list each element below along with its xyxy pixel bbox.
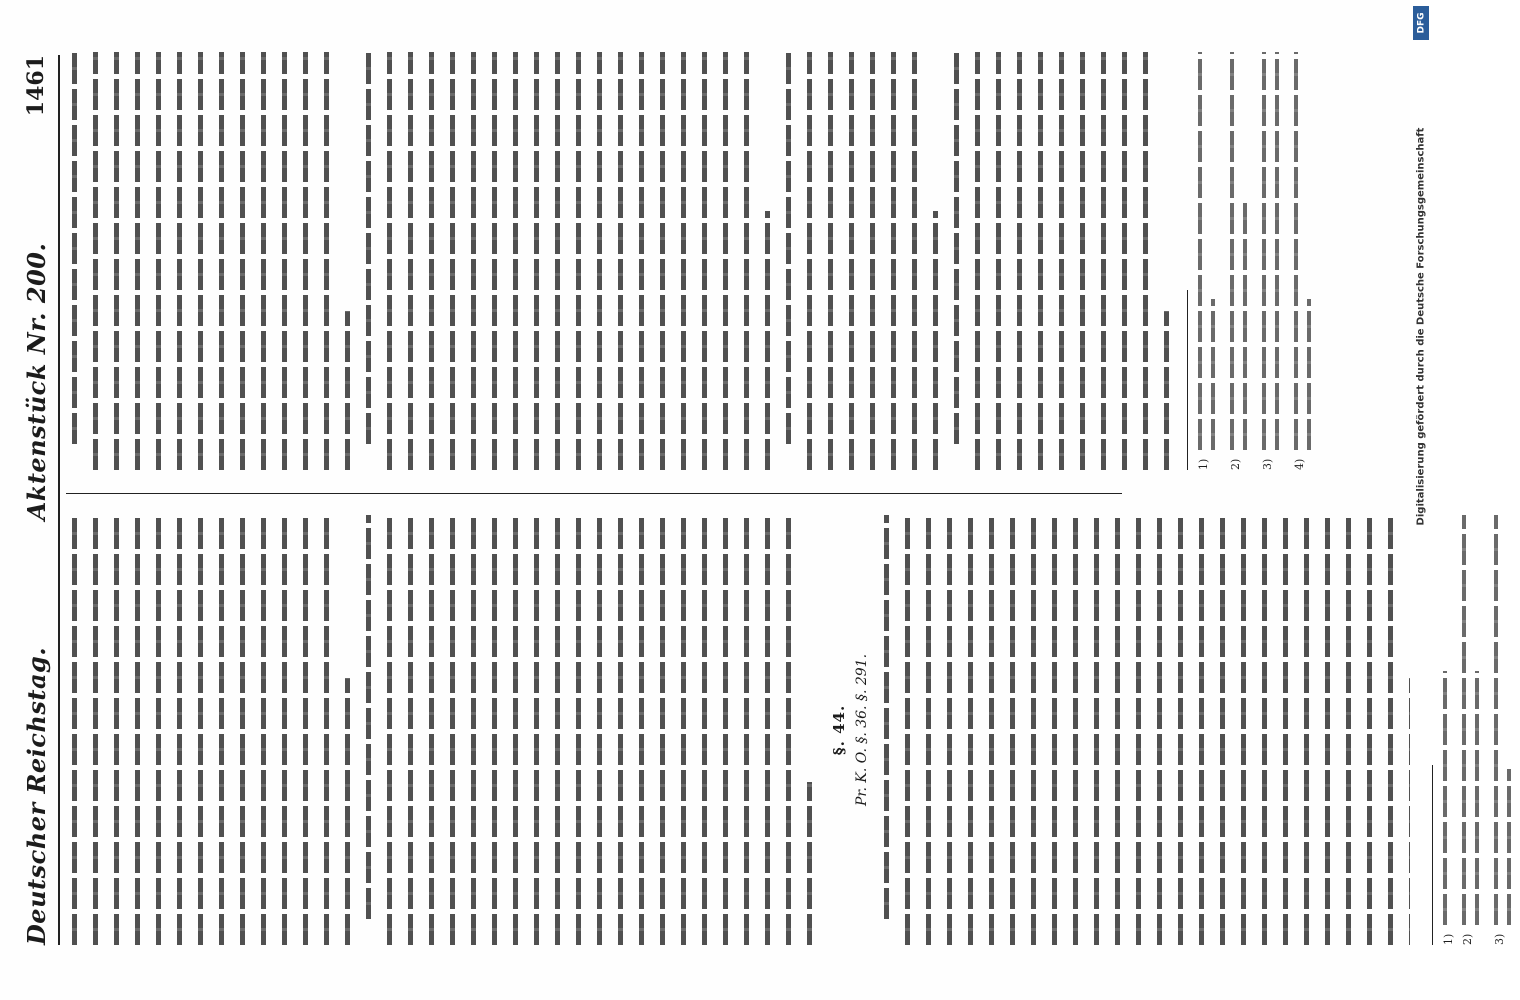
text-line	[989, 515, 994, 945]
text-line	[345, 311, 350, 470]
text-line	[198, 52, 203, 470]
text-line	[1094, 515, 1099, 945]
text-line	[240, 52, 245, 470]
footnote-mark: 3)	[1261, 458, 1274, 470]
footnote	[1443, 515, 1456, 945]
text-line	[1017, 52, 1022, 470]
text-line	[1211, 299, 1215, 450]
text-line	[1143, 52, 1148, 470]
footnote-mark: 2)	[1229, 458, 1242, 470]
text-line	[660, 515, 665, 945]
paragraph	[366, 52, 770, 470]
header-document-number: Aktenstück Nr. 200.	[21, 242, 51, 521]
text-line	[639, 52, 644, 470]
text-line	[702, 515, 707, 945]
text-line	[555, 52, 560, 470]
footnote	[1294, 52, 1320, 470]
text-line	[905, 515, 910, 945]
text-line	[156, 515, 161, 945]
footnote-mark: 2)	[1461, 933, 1474, 945]
text-line	[135, 52, 140, 470]
text-line	[366, 52, 371, 444]
paragraph	[954, 52, 1169, 470]
text-line	[1038, 52, 1043, 470]
footnote	[1462, 515, 1488, 945]
footnote-rule	[1187, 290, 1188, 470]
footnote-mark: 3)	[1493, 933, 1506, 945]
text-line	[954, 52, 959, 444]
dfg-notice	[1413, 46, 1429, 606]
text-line	[282, 52, 287, 470]
text-line	[702, 52, 707, 470]
text-line	[1101, 52, 1106, 470]
text-line	[1010, 515, 1015, 945]
text-line	[534, 515, 539, 945]
text-line	[198, 515, 203, 945]
text-line	[765, 211, 770, 470]
text-line	[723, 52, 728, 470]
text-line	[912, 52, 917, 470]
text-line	[870, 52, 875, 470]
text-line	[1367, 515, 1372, 945]
text-line	[975, 52, 980, 470]
text-line	[471, 515, 476, 945]
text-line	[387, 515, 392, 945]
text-line	[114, 515, 119, 945]
text-line	[1115, 515, 1120, 945]
text-line	[1073, 515, 1078, 945]
text-line	[219, 515, 224, 945]
text-line	[618, 515, 623, 945]
text-line	[450, 52, 455, 470]
text-line	[807, 52, 812, 470]
text-line	[429, 52, 434, 470]
text-line	[1346, 515, 1351, 945]
text-line	[303, 52, 308, 470]
text-line	[786, 515, 791, 945]
text-line	[1230, 52, 1234, 450]
text-line	[240, 515, 245, 945]
text-line	[1080, 52, 1085, 470]
text-line	[492, 515, 497, 945]
text-line	[1275, 52, 1279, 450]
text-line	[534, 52, 539, 470]
left-column	[72, 515, 1506, 945]
text-line	[513, 515, 518, 945]
paragraph	[72, 52, 350, 470]
page-number: 1461	[23, 55, 49, 117]
text-line	[1475, 671, 1479, 925]
text-line	[261, 52, 266, 470]
paragraph	[884, 515, 1414, 945]
text-line	[1262, 52, 1266, 450]
text-line	[93, 515, 98, 945]
text-line	[450, 515, 455, 945]
text-line	[1507, 769, 1511, 925]
text-line	[996, 52, 1001, 470]
text-line	[968, 515, 973, 945]
text-line	[926, 515, 931, 945]
text-line	[681, 515, 686, 945]
text-line	[807, 782, 812, 945]
text-line	[576, 515, 581, 945]
text-line	[576, 52, 581, 470]
text-line	[429, 515, 434, 945]
right-column	[72, 52, 1402, 470]
text-line	[1052, 515, 1057, 945]
section-reference: Pr. K. O. §. 36. §. 291.	[854, 653, 870, 807]
text-line	[765, 515, 770, 945]
text-line	[471, 52, 476, 470]
text-line	[849, 52, 854, 470]
text-line	[1307, 299, 1311, 450]
text-line	[597, 52, 602, 470]
paragraph	[786, 52, 938, 470]
text-line	[177, 52, 182, 470]
dfg-logo-label: DFG	[1416, 12, 1427, 34]
footnote	[1262, 52, 1288, 470]
text-line	[1304, 515, 1309, 945]
text-line	[1164, 311, 1169, 470]
text-line	[387, 52, 392, 470]
text-line	[93, 52, 98, 470]
text-line	[135, 515, 140, 945]
text-line	[1243, 203, 1247, 450]
text-line	[947, 515, 952, 945]
text-line	[1443, 671, 1447, 925]
text-line	[1031, 515, 1036, 945]
text-line	[1059, 52, 1064, 470]
text-line	[156, 52, 161, 470]
text-line	[786, 52, 791, 444]
text-line	[1294, 52, 1298, 450]
text-line	[1122, 52, 1127, 470]
text-line	[72, 515, 77, 945]
text-line	[492, 52, 497, 470]
text-line	[1262, 515, 1267, 945]
text-line	[1325, 515, 1330, 945]
text-line	[1178, 515, 1183, 945]
text-line	[324, 515, 329, 945]
footnote	[1198, 52, 1224, 470]
text-line	[1388, 515, 1393, 945]
text-line	[891, 52, 896, 470]
text-line	[618, 52, 623, 470]
text-line	[660, 52, 665, 470]
section-number: §. 44.	[830, 704, 848, 756]
text-line	[366, 515, 371, 919]
footnote-rule	[1432, 765, 1433, 945]
text-line	[1462, 515, 1466, 925]
header-title: Deutscher Reichstag.	[21, 646, 51, 945]
footnote-mark: 1)	[1197, 458, 1210, 470]
text-line	[408, 52, 413, 470]
text-line	[1157, 515, 1162, 945]
footnote	[1230, 52, 1256, 470]
text-line	[177, 515, 182, 945]
text-line	[723, 515, 728, 945]
column-divider	[66, 493, 1122, 494]
text-line	[1199, 515, 1204, 945]
text-line	[513, 52, 518, 470]
text-line	[408, 515, 413, 945]
text-line	[1198, 52, 1202, 450]
footnote-mark: 1)	[1442, 933, 1455, 945]
page-header	[14, 55, 60, 945]
footnote-mark: 4)	[1293, 458, 1306, 470]
text-line	[884, 515, 889, 919]
text-line	[681, 52, 686, 470]
text-line	[744, 52, 749, 470]
footnote	[1494, 515, 1520, 945]
text-line	[1283, 515, 1288, 945]
text-line	[324, 52, 329, 470]
paragraph	[72, 515, 350, 945]
text-line	[597, 515, 602, 945]
text-line	[639, 515, 644, 945]
text-line	[114, 52, 119, 470]
text-line	[219, 52, 224, 470]
paragraph	[366, 515, 812, 945]
text-line	[1494, 515, 1498, 925]
dfg-notice-strip	[1410, 0, 1432, 1000]
text-line	[744, 515, 749, 945]
text-line	[555, 515, 560, 945]
text-line	[345, 678, 350, 945]
dfg-logo	[1413, 6, 1429, 40]
text-line	[933, 211, 938, 470]
text-line	[1241, 515, 1246, 945]
text-line	[261, 515, 266, 945]
text-line	[828, 52, 833, 470]
text-line	[1220, 515, 1225, 945]
text-line	[1136, 515, 1141, 945]
text-line	[72, 52, 77, 444]
text-line	[303, 515, 308, 945]
text-line	[282, 515, 287, 945]
dfg-notice-text: Digitalisierung gefördert durch die Deutsche Forschungsgemeinschaft	[1415, 127, 1427, 525]
